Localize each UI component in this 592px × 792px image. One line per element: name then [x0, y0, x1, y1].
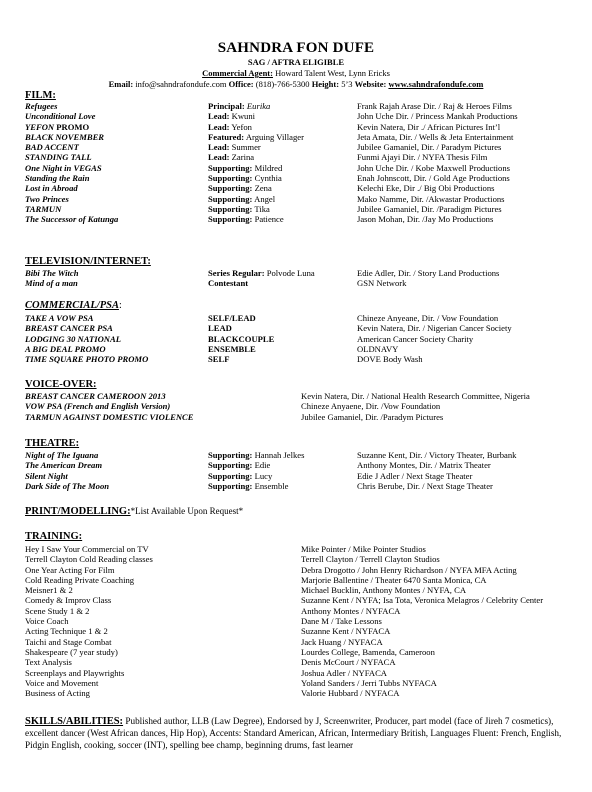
film-credit: Jubilee Gamaniel, Dir. / Paradym Pictures: [357, 142, 502, 153]
film-role-value: Tika: [254, 203, 270, 214]
film-role: [208, 183, 272, 193]
training-course: Terrell Clayton Cold Reading classes: [25, 554, 153, 565]
film-credit: Frank Rajah Arase Dir. / Raj & Heroes Films: [357, 101, 512, 111]
tv-heading: TELEVISION/INTERNET:: [25, 256, 151, 267]
film-title: BLACK NOVEMBER: [25, 131, 105, 142]
training-teacher: Yoland Sanders / Jerri Tubbs NYFACA: [301, 677, 437, 688]
commercial-role: [208, 354, 230, 364]
film-role-value: Zarina: [231, 152, 255, 163]
agent-label: Commercial Agent:: [202, 68, 273, 78]
commercial-title: LODGING 30 NATIONAL: [25, 333, 121, 344]
voiceover-title: VOW PSA (French and English Version): [25, 401, 171, 412]
training-course: Voice Coach: [25, 616, 69, 627]
print-heading: PRINT/MODELLING:: [25, 506, 131, 517]
commercial-role: [208, 313, 256, 323]
union-status: SAG / AFTRA ELIGIBLE: [247, 57, 345, 67]
theatre-role-value: Lucy: [254, 470, 273, 481]
training-teacher: Suzanne Kent / NYFA; Isa Tota, Veronica Melagros / Celebrity Center: [301, 595, 544, 606]
commercial-credit: American Cancer Society Charity: [357, 333, 474, 344]
film-role-value: Angel: [254, 193, 276, 204]
film-title: TARMUN: [25, 203, 62, 214]
film-role-label: Lead:: [208, 152, 230, 163]
film-credit: Kelechi Eke, Dir ./ Big Obi Productions: [357, 183, 495, 194]
film-credit: Jubilee Gamaniel, Dir. /Paradigm Pictures: [357, 203, 502, 214]
voiceover-credit: Jubilee Gamaniel, Dir. /Paradym Pictures: [301, 411, 444, 422]
training-teacher: Michael Bucklin, Anthony Montes / NYFA, CA: [301, 585, 467, 596]
training-course: Text Analysis: [25, 657, 72, 668]
tv-role: [208, 278, 248, 288]
film-role-label: Supporting:: [208, 183, 253, 194]
commercial-title: TIME SQUARE PHOTO PROMO: [25, 354, 149, 365]
film-title: Unconditional Love: [25, 111, 96, 122]
training-teacher: Marjorie Ballentine / Theater 6470 Santa Monica, CA: [301, 574, 487, 585]
theatre-role-value: Hannah Jelkes: [254, 450, 305, 460]
office-label: Office:: [228, 79, 254, 89]
office-value: (818)-766-5300: [255, 79, 310, 89]
theatre-role-label: Supporting:: [208, 480, 253, 491]
training-teacher: Jack Huang / NYFACA: [301, 636, 383, 647]
training-teacher: Debra Drogotto / John Henry Richardson / NYFA MFA Acting: [301, 564, 517, 575]
film-role: [208, 122, 252, 132]
film-role: [208, 194, 275, 204]
training-course: Meisner1 & 2: [25, 585, 73, 596]
training-course: Comedy & Improv Class: [25, 595, 112, 606]
film-title: Refugees: [25, 101, 58, 111]
height-label: Height:: [311, 79, 340, 89]
training-teacher: Valorie Hubbard / NYFACA: [301, 688, 400, 699]
commercial-title: BREAST CANCER PSA: [25, 323, 113, 334]
theatre-title: Dark Side of The Moon: [25, 480, 110, 491]
commercial-heading: COMMERCIAL/PSA:: [25, 300, 122, 311]
film-role: [208, 163, 282, 173]
film-credit: Mako Namme, Dir. /Akwastar Productions: [357, 193, 505, 204]
film-credit: John Uche Dir. / Princess Mankah Productions: [357, 111, 518, 122]
training-teacher: Joshua Adler / NYFACA: [301, 667, 388, 678]
commercial-role-value: BLACKCOUPLE: [208, 333, 275, 344]
skills-paragraph: [25, 716, 570, 751]
film-credit: Jason Mohan, Dir. /Jay Mo Productions: [357, 214, 494, 225]
commercial-credit: Chineze Anyeane, Dir. / Vow Foundation: [357, 313, 499, 323]
theatre-credit: Edie J Adler / Next Stage Theater: [357, 470, 473, 481]
training-teacher: Lourdes College, Bamenda, Cameroon: [301, 646, 435, 657]
theatre-role-value: Edie: [254, 460, 271, 471]
email-label: Email:: [108, 79, 134, 89]
film-credit: Enah Johnscott, Dir. / Gold Age Productions: [357, 173, 510, 184]
film-role: [208, 142, 261, 152]
print-note: *List Available Upon Request*: [130, 506, 244, 516]
film-role: [208, 111, 255, 121]
training-teacher: Anthony Montes / NYFACA: [301, 605, 401, 616]
commercial-role-value: SELF/LEAD: [208, 313, 256, 323]
commercial-role: [208, 344, 256, 354]
commercial-credit: DOVE Body Wash: [357, 354, 423, 365]
commercial-role-value: ENSEMBLE: [208, 343, 256, 354]
voiceover-title: BREAST CANCER CAMEROON 2013: [25, 391, 166, 401]
website-link[interactable]: www.sahndrafondufe.com: [388, 79, 484, 89]
training-course: One Year Acting For Film: [25, 564, 115, 575]
film-credit: Jeta Amata, Dir. / Wells & Jeta Entertainment: [357, 131, 514, 142]
tv-credit: GSN Network: [357, 278, 407, 289]
tv-role-value: Polvode Luna: [266, 268, 315, 278]
training-course: Business of Acting: [25, 688, 90, 699]
training-teacher: Dane M / Take Lessons: [301, 616, 382, 627]
training-course: Shakespeare (7 year study): [25, 646, 118, 657]
voiceover-heading: VOICE-OVER:: [25, 379, 97, 390]
training-course: Acting Technique 1 & 2: [25, 626, 108, 637]
film-role-label: Lead:: [208, 121, 230, 132]
theatre-role: [208, 481, 288, 491]
film-role: [208, 101, 270, 111]
film-role: [208, 132, 304, 142]
film-role-value: Yefon: [231, 121, 252, 132]
commercial-role-value: SELF: [208, 354, 230, 365]
film-role-value: Mildred: [254, 162, 283, 173]
film-role-value: Summer: [231, 142, 261, 153]
skills-heading: SKILLS/ABILITIES:: [25, 716, 124, 727]
agent-value: Howard Talent West, Lynn Ericks: [275, 68, 390, 78]
film-role-value: Zena: [254, 183, 272, 194]
training-course: Screenplays and Playwrights: [25, 667, 125, 678]
film-role-label: Lead:: [208, 111, 230, 122]
print-line: [25, 505, 243, 518]
commercial-title: A BIG DEAL PROMO: [25, 343, 106, 354]
commercial-title: TAKE A VOW PSA: [25, 313, 94, 323]
tv-title: Mind of a man: [25, 278, 78, 289]
training-teacher: Terrell Clayton / Terrell Clayton Studios: [301, 554, 440, 565]
theatre-role: [208, 450, 304, 460]
film-title: The Successor of Katunga: [25, 214, 119, 225]
tv-role-label: Series Regular:: [208, 268, 265, 278]
theatre-title: Night of The Iguana: [25, 450, 99, 460]
website-label: Website:: [354, 79, 387, 89]
training-course: Voice and Movement: [25, 677, 99, 688]
theatre-role: [208, 471, 272, 481]
theatre-credit: Suzanne Kent, Dir. / Victory Theater, Burbank: [357, 450, 517, 460]
film-title: Lost in Abroad: [25, 183, 78, 194]
film-role: [208, 152, 254, 162]
training-teacher: Suzanne Kent / NYFACA: [301, 626, 391, 637]
theatre-role-label: Supporting:: [208, 460, 253, 471]
training-teacher: Mike Pointer / Mike Pointer Studios: [301, 544, 426, 554]
theatre-role-label: Supporting:: [208, 450, 253, 460]
theatre-credit: Chris Berube, Dir. / Next Stage Theater: [357, 480, 493, 491]
film-role-value: Arguing Villager: [245, 131, 304, 142]
film-title: Standing the Rain: [25, 173, 90, 184]
commercial-role: [208, 323, 232, 333]
commercial-role: [208, 334, 274, 344]
training-heading: TRAINING:: [25, 531, 83, 542]
film-role-value: Cynthia: [254, 173, 282, 184]
tv-role-label: Contestant: [208, 278, 249, 289]
commercial-role-value: LEAD: [208, 323, 232, 334]
film-title-group: [25, 122, 89, 132]
film-role-label: Supporting:: [208, 214, 253, 225]
tv-role: [208, 268, 315, 278]
tv-title: Bibi The Witch: [25, 268, 79, 278]
contact-line: [0, 79, 592, 89]
training-course: Scene Study 1 & 2: [25, 605, 90, 616]
film-credit: Funmi Ajayi Dir. / NYFA Thesis Film: [357, 152, 488, 163]
theatre-role-label: Supporting:: [208, 470, 253, 481]
film-role-label: Supporting:: [208, 193, 253, 204]
training-course: Hey I Saw Your Commercial on TV: [25, 544, 149, 554]
film-role: [208, 204, 270, 214]
theatre-role: [208, 460, 270, 470]
film-title: Two Princes: [25, 193, 69, 204]
actor-name: SAHNDRA FON DUFE: [217, 40, 375, 56]
film-role-value: Patience: [254, 214, 284, 225]
theatre-title: The American Dream: [25, 460, 103, 471]
training-course: Cold Reading Private Coaching: [25, 574, 135, 585]
film-title: One Night in VEGAS: [25, 162, 102, 173]
film-title: YEFON: [25, 121, 55, 132]
commercial-credit: Kevin Natera, Dir. / Nigerian Cancer Society: [357, 323, 512, 334]
film-role: [208, 173, 282, 183]
film-heading: FILM:: [25, 90, 56, 101]
theatre-heading: THEATRE:: [25, 438, 80, 449]
height-value: 5’3: [341, 79, 353, 89]
film-credit: Kevin Natera, Dir ./ African Pictures Int’l: [357, 121, 501, 132]
film-role-value: Kwuni: [231, 111, 256, 122]
film-credit: John Uche Dir. / Kobe Maxwell Productions: [357, 162, 510, 173]
skills-text: Published author, LLB (Law Degree), Endorsed by J, Screenwriter, Producer, part model (face of Jireh 7 cosmetics), excellent dancer (West African dances, Hip Hop), Accents: Standard American, African, Intermediary British, Languages Fluent: French, English, Pidgin English, cooking, soccer (INT), spelling bee champ, beginning drums, fast learner: [25, 716, 562, 750]
voiceover-credit: Kevin Natera, Dir. / National Health Research Committee, Nigeria: [301, 391, 530, 401]
film-role-label: Supporting:: [208, 203, 253, 214]
voiceover-title: TARMUN AGAINST DOMESTIC VIOLENCE: [25, 411, 194, 422]
film-role-value: Eurika: [246, 101, 271, 111]
training-teacher: Denis McCourt / NYFACA: [301, 657, 396, 668]
film-role: [208, 214, 284, 224]
commercial-credit: OLDNAVY: [357, 343, 399, 354]
film-title: BAD ACCENT: [25, 142, 79, 153]
email-value[interactable]: info@sahndrafondufe.com: [135, 79, 227, 89]
agent-line: [0, 68, 592, 78]
film-role-label: Supporting:: [208, 173, 253, 184]
voiceover-credit: Chineze Anyaene, Dir. /Vow Foundation: [301, 401, 441, 412]
film-role-label: Featured:: [208, 131, 245, 142]
film-role-label: Principal:: [208, 101, 245, 111]
theatre-role-value: Ensemble: [254, 480, 289, 491]
theatre-credit: Anthony Montes, Dir. / Matrix Theater: [357, 460, 491, 471]
film-title-suffix: PROMO: [56, 121, 90, 132]
film-role-label: Lead:: [208, 142, 230, 153]
film-role-label: Supporting:: [208, 162, 253, 173]
film-title: STANDING TALL: [25, 152, 92, 163]
training-course: Taichi and Stage Combat: [25, 636, 112, 647]
tv-credit: Edie Adler, Dir. / Story Land Productions: [357, 268, 500, 278]
theatre-title: Silent Night: [25, 470, 68, 481]
